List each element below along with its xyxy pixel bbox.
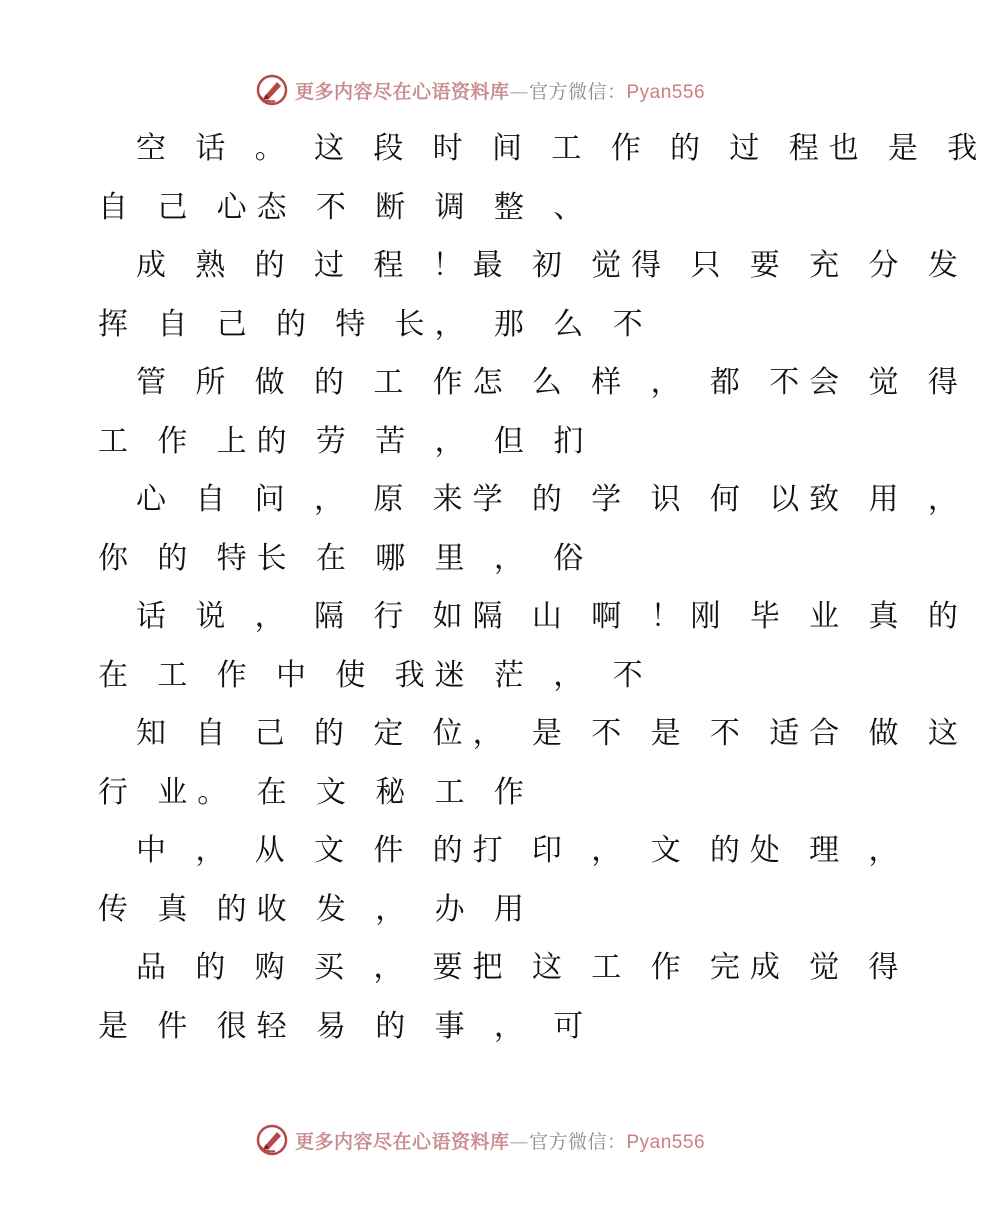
text-line-content: 话 说 ， 隔 行 如隔 山 啊 ！刚 毕 业 真 的 (136, 599, 968, 634)
text-line-content: 是 件 很轻 易 的 事 ， 可 (98, 1008, 594, 1044)
text-line (98, 241, 968, 300)
text-line (98, 768, 858, 827)
text-line-content: 知 自 己 的 定 位， 是 不 是 不 适合 做 这 (136, 716, 968, 751)
watermark-wechat-label: 官方微信： (528, 80, 627, 103)
text-line (98, 1002, 858, 1061)
text-line (98, 300, 858, 359)
watermark-content (255, 73, 705, 107)
text-line-content: 挥 自 己 的 特 长， 那 么 不 (98, 306, 653, 342)
text-line-content: 工 作 上的 劳 苦 ， 但 扪 (98, 423, 594, 459)
text-line-content: 你 的 特长 在 哪 里 ， 俗 (98, 540, 594, 576)
text-line-content: 传 真 的收 发 ， 办 用 (98, 891, 534, 927)
text-line-content: 品 的 购 买 ， 要把 这 工 作 完成 觉 得 (136, 950, 909, 985)
text-line (98, 534, 858, 593)
text-line-content: 心 自 问 ， 原 来学 的 学 识 何 以致 用 ， (136, 482, 968, 517)
watermark-wechat-id: Pyan556 (626, 1131, 706, 1153)
text-line-content: 行 业。 在 文 秘 工 作 (98, 774, 534, 810)
text-line (98, 475, 968, 534)
watermark-dash: — (509, 80, 529, 103)
watermark-text (295, 77, 705, 104)
watermark-wechat-label: 官方微信： (528, 1130, 627, 1153)
text-line (98, 826, 909, 885)
text-line (98, 592, 968, 651)
header-watermark (0, 70, 950, 110)
text-line (98, 709, 968, 768)
text-line (98, 943, 909, 1002)
footer-watermark (0, 1120, 950, 1160)
document-body (98, 124, 987, 1060)
text-line (98, 124, 987, 183)
text-line-content: 自 己 心态 不 断 调 整 、 (98, 189, 594, 225)
text-line-content: 空 话 。 这 段 时 间 工 作 的 过 程也 是 我 (136, 131, 987, 166)
text-line-content: 在 工 作 中 使 我迷 茫 ， 不 (98, 657, 653, 693)
pen-nib-circle-icon (255, 1123, 289, 1157)
watermark-text (295, 1127, 705, 1154)
text-line-content: 中 ， 从 文 件 的打 印 ， 文 的处 理 ， (136, 833, 909, 868)
watermark-site-name: 更多内容尽在心语资料库 (294, 80, 510, 103)
text-line (98, 651, 858, 710)
text-line-content: 成 熟 的 过 程 ！最 初 觉得 只 要 充 分 发 (136, 248, 968, 283)
watermark-dash: — (509, 1130, 529, 1153)
text-line-content: 管 所 做 的 工 作怎 么 样 ， 都 不会 觉 得 (136, 365, 968, 400)
text-line (98, 183, 858, 242)
pen-nib-circle-icon (255, 73, 289, 107)
text-line (98, 417, 858, 476)
text-line (98, 358, 968, 417)
watermark-content (255, 1123, 705, 1157)
watermark-wechat-id: Pyan556 (626, 81, 706, 103)
watermark-site-name: 更多内容尽在心语资料库 (294, 1130, 510, 1153)
text-line (98, 885, 858, 944)
